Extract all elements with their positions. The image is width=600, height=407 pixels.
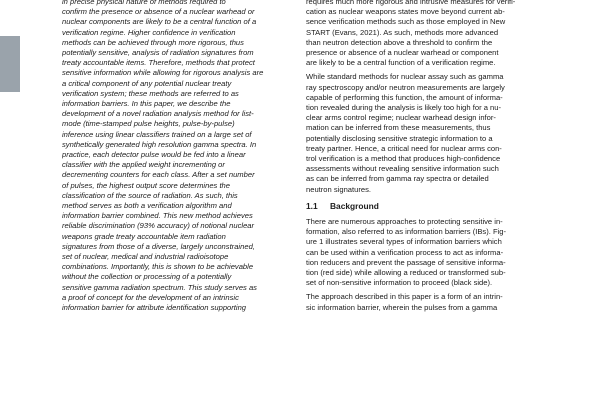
text-line: a critical component of any potential nuclear treaty [62, 78, 232, 88]
text-line: trol verification is a method that produces high-confidence [306, 154, 501, 164]
text-line: potentially sensitive, analysis of radiation signatures from [62, 48, 254, 58]
text-line: sensitive information while allowing for rigorous analysis are [62, 68, 264, 78]
right-column [306, 0, 572, 407]
abstract-paragraph [62, 0, 296, 313]
text-line: ray spectroscopy and/or neutron measurements are largely [306, 82, 505, 92]
text-line: decrementing counters for each class. After a set number [62, 170, 255, 180]
section-number: 1.1 [306, 200, 318, 211]
text-line: a proof of concept for the development of an intrinsic [62, 292, 239, 302]
text-line: information barriers. In this paper, we describe the [62, 99, 231, 109]
text-line: ure 1 illustrates several types of information barriers which [306, 237, 502, 247]
text-line: sensitive gamma radiation spectrum. This study serves as [62, 282, 257, 292]
text-line: formation, also referred to as information barriers (IBs). Fig- [306, 227, 507, 237]
text-line: combinations. Importantly, this is shown to be achievable [62, 262, 254, 272]
text-line: mation can be inferred from these measurements, thus [306, 123, 491, 133]
text-line: treaty partner. Hence, a critical need for nuclear arms con- [306, 143, 502, 153]
text-line: sence verification methods such as those employed in New [306, 17, 506, 27]
text-line: development of a novel radiation analysis method for list- [62, 109, 254, 119]
intro-paragraph-2 [306, 72, 572, 194]
text-line: than neutron detection above a threshold to confirm the [306, 37, 493, 47]
background-paragraph-2 [306, 292, 572, 312]
text-line: While standard methods for nuclear assay such as gamma [306, 72, 504, 82]
background-paragraph-1 [306, 217, 572, 288]
text-line: nuclear components are likely to be a central function of a [62, 17, 257, 27]
sidebar-tab [0, 36, 20, 92]
text-line: synthetically generated high resolution gamma spectra. In [62, 139, 257, 149]
section-title: Background [329, 200, 379, 211]
text-line: requires much more rigorous and intrusive measures for verifi- [306, 0, 516, 6]
section-heading [306, 201, 572, 211]
text-line: of pulses, the highest output score determines the [62, 180, 231, 190]
text-line: potentially disclosing sensitive strategic information to a [306, 133, 493, 143]
text-line: weapons grade treaty accountable item radiation [62, 231, 226, 241]
text-line: method serves as both a verification algorithm and [62, 201, 232, 211]
intro-paragraph-1 [306, 0, 572, 68]
text-line: set of non-sensitive information to proceed (black side). [306, 278, 493, 288]
text-line: are likely to be a central function of a verification regime. [306, 58, 496, 68]
text-line: can be used within a verification process to act as informa- [306, 247, 504, 257]
text-line: cation as nuclear weapons states move beyond current ab- [306, 7, 505, 17]
text-line: inference using linear classifiers trained on a large set of [62, 129, 252, 139]
text-line: sic information barrier, wherein the pulses from a gamma [306, 302, 498, 312]
text-line: confirm the presence or absence of a nuclear warhead or [62, 7, 255, 17]
text-line: capable of performing this function, the amount of informa- [306, 92, 503, 102]
text-line: tion revealed during the analysis is likely too high for a nu- [306, 103, 502, 113]
text-line: reliable discrimination (93% accuracy) of notional nuclear [62, 221, 255, 231]
text-line: classification of the source of radiation. As such, this [62, 190, 238, 200]
text-line: methods can be achieved through more rigorous, thus [62, 37, 244, 47]
text-line: without the collection or processing of a potentially [62, 272, 232, 282]
text-line: verification regime. Higher confidence in verification [62, 27, 236, 37]
text-line: tion reducers and prevent the passage of sensitive informa- [306, 257, 506, 267]
text-line: set of nuclear, medical and industrial radioisotope [62, 252, 229, 262]
text-line: signatures from those of a diverse, largely unconstrained, [62, 241, 255, 251]
text-line: information barrier for attribute identification supporting [62, 303, 247, 313]
text-line: clear arms control regime; nuclear warhead design infor- [306, 113, 496, 123]
text-line: treaty accountable items. Therefore, methods that protect [62, 58, 255, 68]
left-column [62, 0, 296, 407]
text-line: classifier with the applied weight incrementing or [62, 160, 225, 170]
text-line: tion (red side) while allowing a reduced or transformed sub- [306, 268, 506, 278]
text-line: assessments without revealing sensitive information such [306, 164, 499, 174]
text-line: neutron signatures. [306, 184, 372, 194]
text-line: The approach described in this paper is a form of an intrin- [306, 292, 503, 302]
text-line: as can be inferred from gamma ray spectra or detailed [306, 174, 489, 184]
text-line: START (Evans, 2021). As such, methods more advanced [306, 27, 499, 37]
text-line: information barrier combined. This new method achieves [62, 211, 253, 221]
text-line: presence or absence of a nuclear warhead or component [306, 48, 499, 58]
text-line: There are numerous approaches to protecting sensitive in- [306, 217, 503, 227]
text-line: practice, each detector pulse would be fed into a linear [62, 150, 246, 160]
text-line: in precise physical nature of methods required to [62, 0, 226, 6]
text-line: verification system; these methods are referred to as [62, 88, 239, 98]
text-line: mode (time-stamped pulse heights, pulse-by-pulse) [62, 119, 235, 129]
